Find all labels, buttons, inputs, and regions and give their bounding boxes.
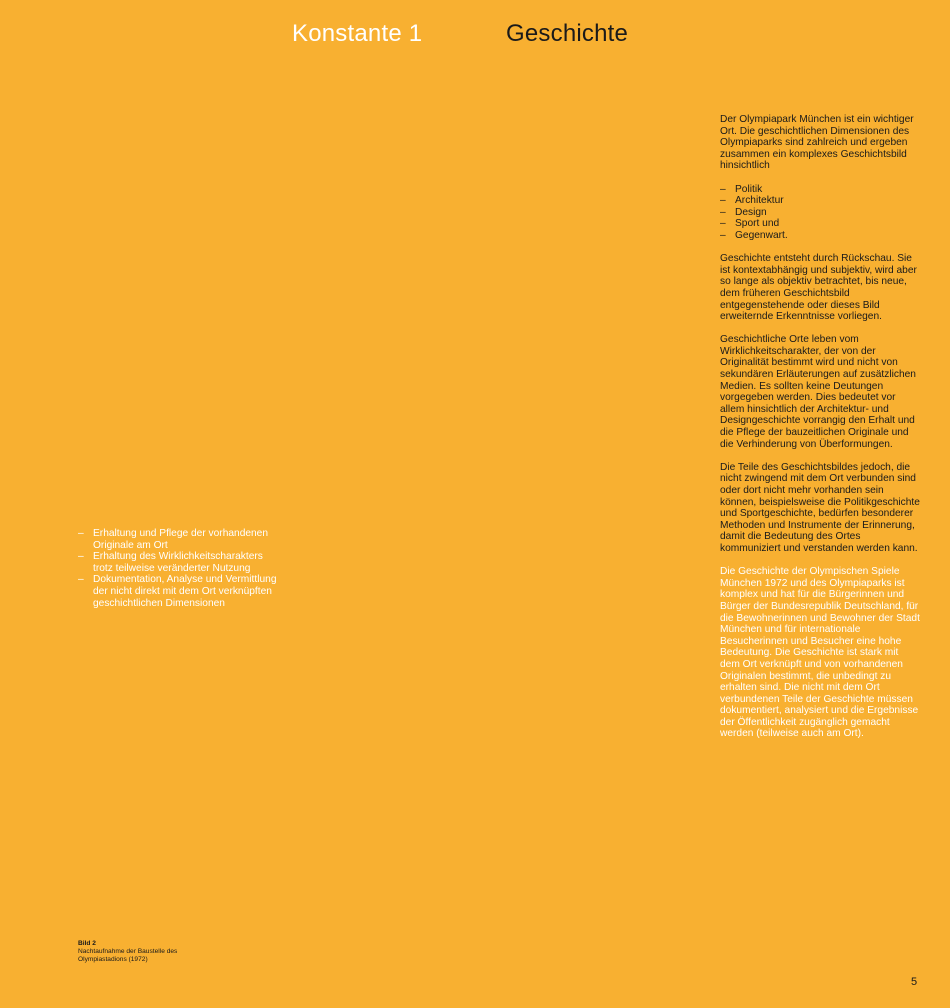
list-item: – Architektur [720,195,920,207]
page-number: 5 [911,976,918,988]
list-item: – Sport und [720,218,920,230]
caption-text: Nachtaufnahme der Baustelle des Olympiastadions (1972) [78,948,178,963]
paragraph-intro: Der Olympiapark München ist ein wichtiger Ort. Die geschichtlichen Dimensionen des Olympiaparks sind zahlreich und ergeben zusammen ein komplexes Geschichtsbild hinsichtlich [720,114,914,172]
caption-title: Bild 2 [78,940,96,947]
image-caption [78,940,188,964]
section-title: Geschichte [506,20,629,47]
list-item: – Politik [720,184,920,196]
paragraph-historic-places: Geschichtliche Orte leben vom Wirklichkeitscharakter, der von der Originalität bestimmt wird und nicht von sekundären Erläuterungen auf zusätzlichen Medien. Es sollten keine Deutungen vorgegeben werden. Dies bedeutet vor allem hinsichtlich der Architektur- und Designgeschichte vorrangig den Erhalt und die Pflege der bauzeitlichen Originale und die Verhinderung von Überformungen. [720,334,916,450]
section-label: Konstante 1 [292,20,423,47]
goal-item: – Erhaltung und Pflege der vorhandenen Originale am Ort [78,528,278,551]
paragraph-retrospection: Geschichte entsteht durch Rückschau. Sie ist kontextabhängig und subjektiv, wird aber so lange als objektiv betrachtet, bis neue, dem früheren Geschichtsbild entgegenstehende oder dieses Bild erweiternde Erkenntnisse vorliegen. [720,253,917,323]
goals-list [78,528,278,609]
goal-item: – Erhaltung des Wirklichkeitscharakters trotz teilweise veränderter Nutzung [78,551,278,574]
goal-item: – Dokumentation, Analyse und Vermittlung der nicht direkt mit dem Ort verknüpften geschichtlichen Dimensionen [78,574,278,609]
main-text-column [720,114,920,752]
list-item: – Design [720,207,920,219]
paragraph-summary: Die Geschichte der Olympischen Spiele München 1972 und des Olympiaparks ist komplex und hat für die Bürgerinnen und Bürger der Bundesrepublik Deutschland, für die Bewohnerinnen und Bewohner der Stadt München und für internationale Besucherinnen und Besucher eine hohe Bedeutung. Die Geschichte ist stark mit dem Ort verknüpft und von vorhandenen Originalen bestimmt, die unbedingt zu erhalten sind. Die nicht mit dem Ort verbundenen Teile der Geschichte müssen dokumentiert, analysiert und die Ergebnisse der Öffentlichkeit zugänglich gemacht werden (teilweise auch am Ort). [720,566,920,740]
history-dimensions-list [720,184,920,242]
paragraph-methods: Die Teile des Geschichtsbildes jedoch, die nicht zwingend mit dem Ort verbunden sind oder dort nicht mehr vorhanden sein können, beispielsweise die Politikgeschichte und Sportgeschichte, bedürfen besonderer Methoden und Instrumente der Erinnerung, damit die Bedeutung des Ortes kommuniziert und verstanden werden kann. [720,461,920,554]
list-item: – Gegenwart. [720,230,920,242]
